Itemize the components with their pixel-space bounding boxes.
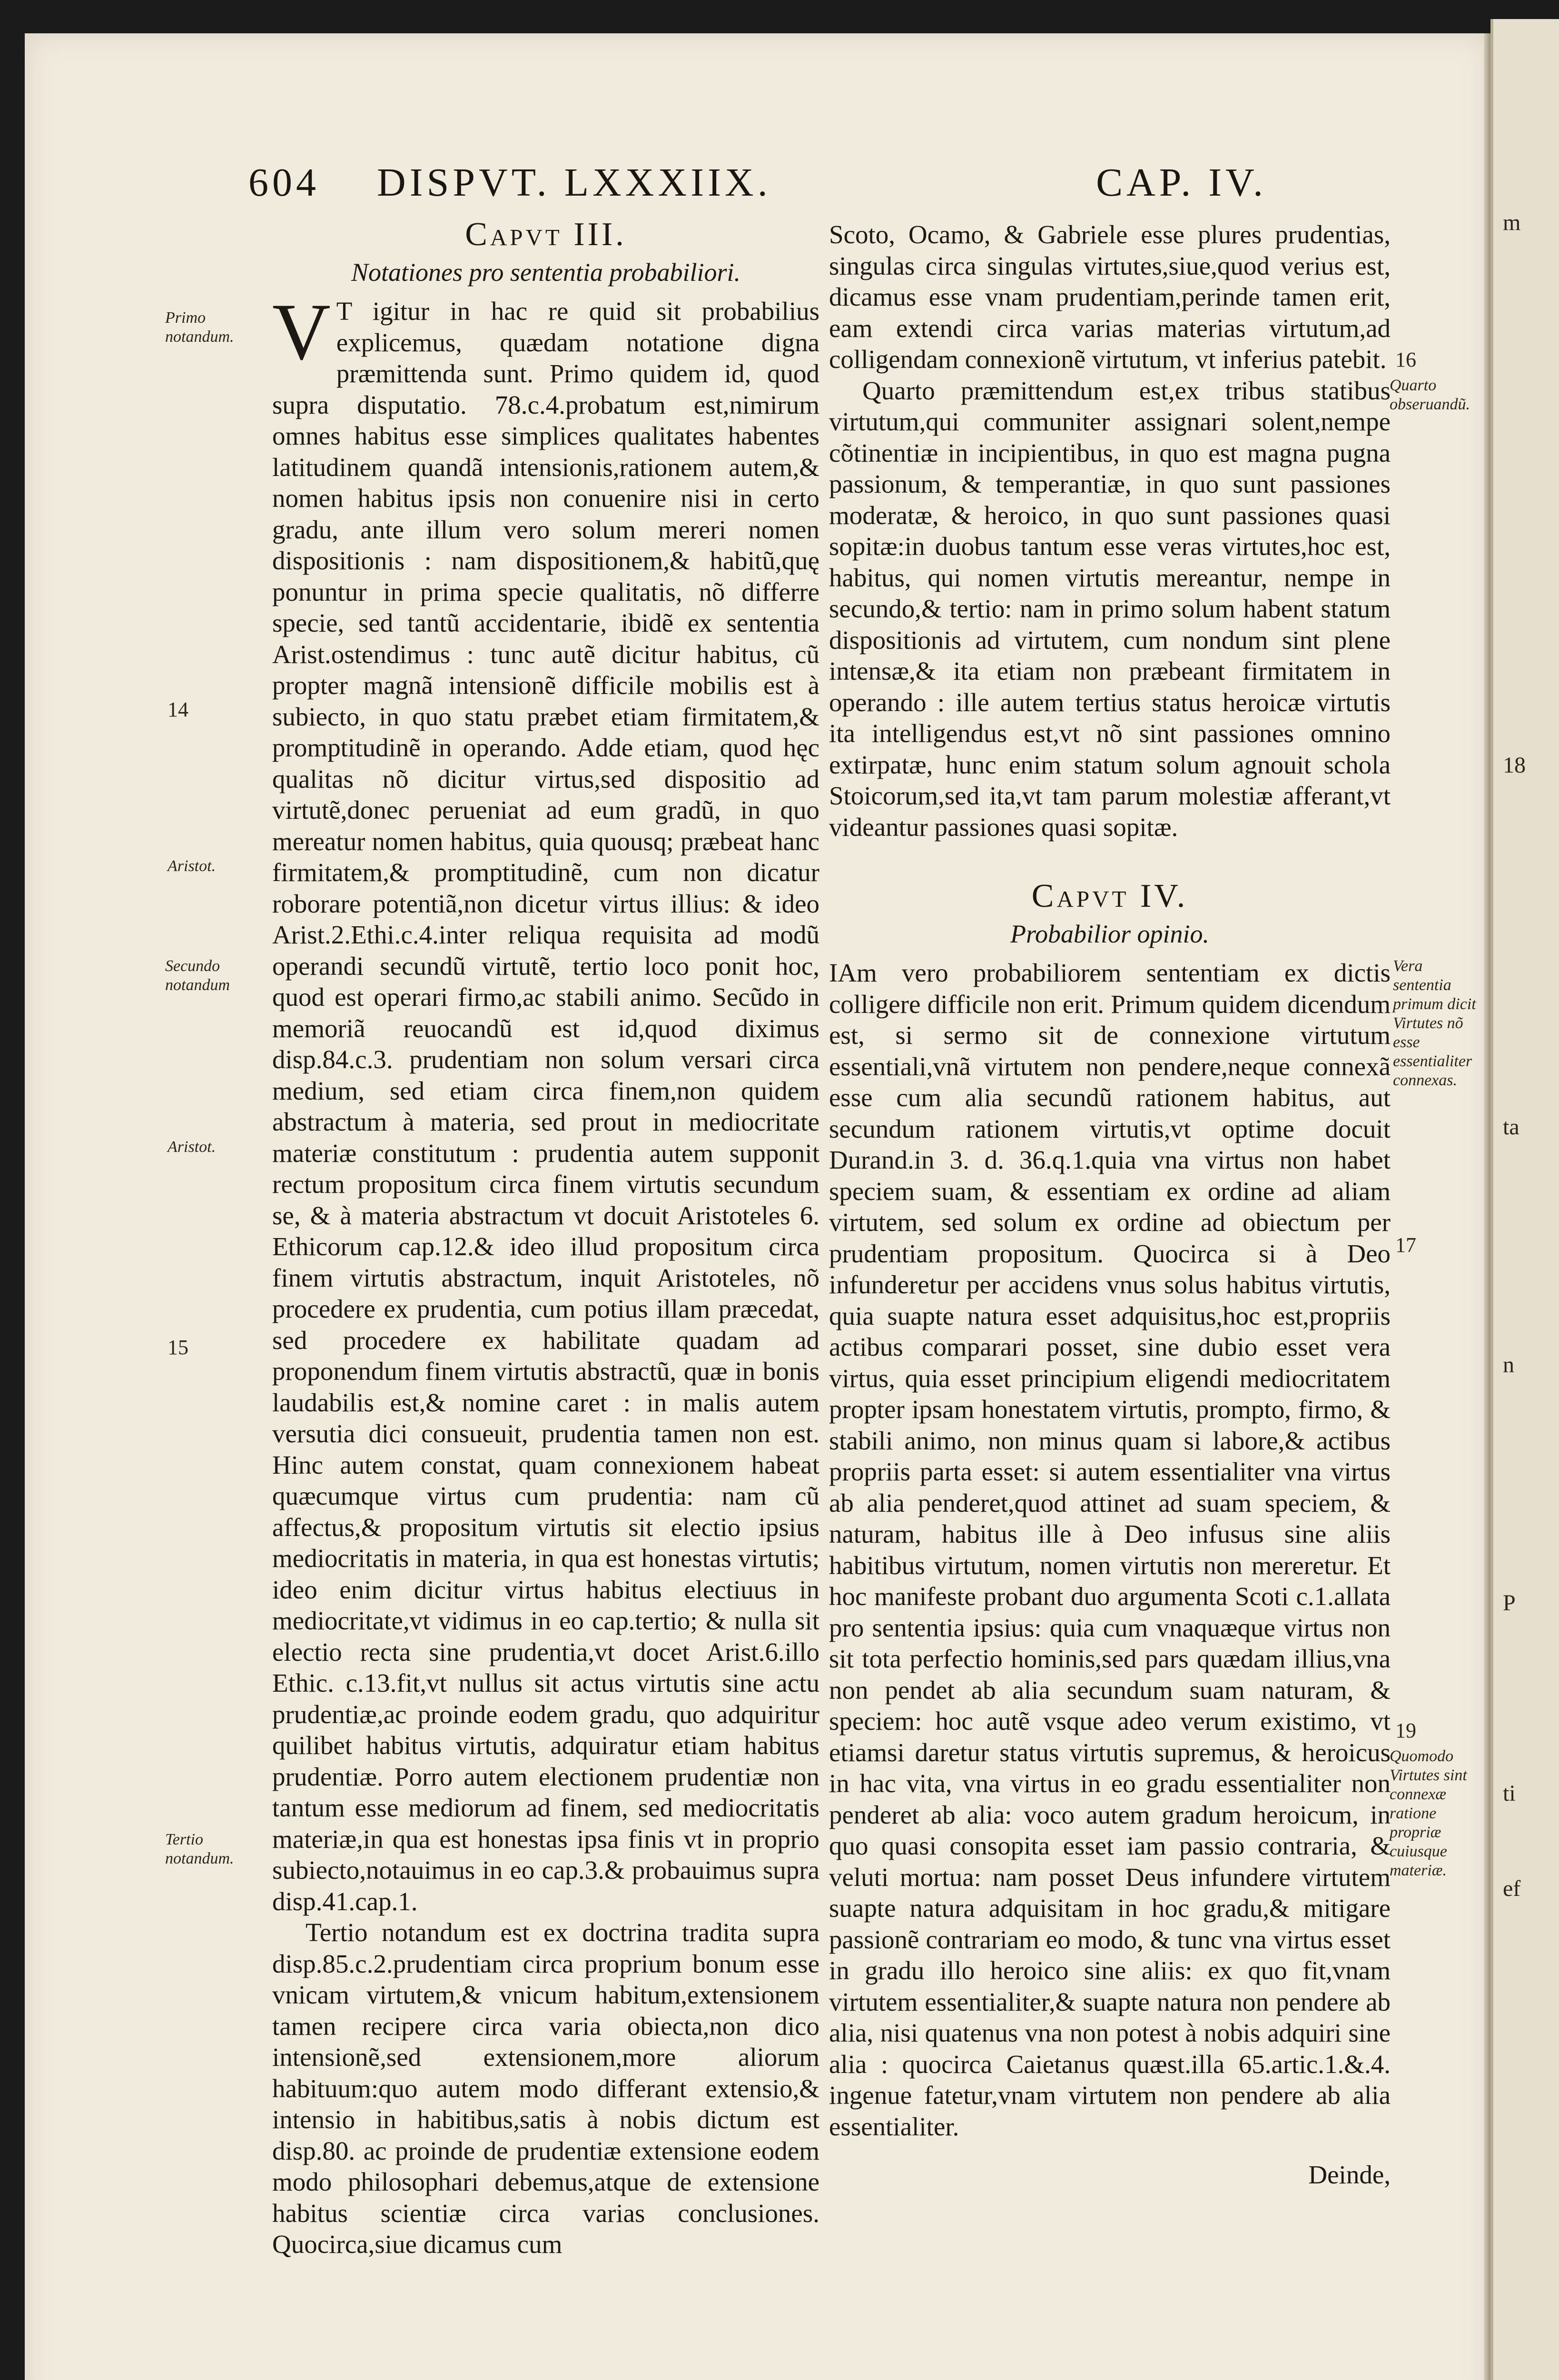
facing-page-text: m: [1503, 210, 1521, 235]
paragraph: [272, 287, 819, 1917]
chapter-subtitle: Probabilior opinio.: [1010, 919, 1210, 948]
margin-number-15: 15: [168, 1336, 188, 1359]
section-spacer: [829, 843, 1391, 881]
paragraph-text: T igitur in hac re quid sit probabilius explicemus, quædam notatione digna præmittenda sunt. Primo quidem id, quod supra disputatio. 78.c.4.probatum est,nimirum omnes habitus esse simplices qualitates habentes latitudinem quandã intensionis,rationem autem,& nomen habitus ipsis non conuenire nisi in certo gradu, ante illum vero solum mereri nomen dispositionis : nam dispositionem,& habitũ,quę ponuntur in prima specie qualitatis, nõ differre specie, sed tantũ accidentarie, ibidẽ ex sententia Arist.ostendimus : tunc autẽ dicitur habitus, cũ propter magnã intensionẽ difficile mobilis est à subiecto, in quo statu præbet etiam firmitatem,& promptitudinẽ in operando. Adde etiam, quod hęc qualitas nõ dicitur virtus,sed dispositio ad virtutẽ,donec perueniat ad eum gradũ, in quo mereatur nomen habitus, quia quousq; præbeat hanc firmitatem,& promptitudinẽ, cum non dicatur roborare potentiã,non dicetur virtus illius: & ideo Arist.2.Ethi.c.4.inter reliqua requisita ad modũ operandi secundũ virtutẽ, tertio loco ponit hoc, quod est operari firmo,ac stabili animo. Secũdo in memoriã reuocandũ est id,quod diximus disp.84.c.3. prudentiam non solum versari circa medium, sed etiam circa finem,non quidem abstractum à materia, sed prout in mediocritate materiæ constitutum : prudentia autem supponit rectum propositum circa finem virtutis secundum se, & à materia abstractum vt docuit Aristoteles 6. Ethicorum cap.12.& ideo illud propositum circa finem virtutis abstractum, inquit Aristoteles, nõ procedere ex prudentia, cum potius illam præcedat, sed procedere ex habilitate quadam ad proponendum finem virtutis abstractũ, quæ in bonis laudabilis est,& nomine caret : in malis autem versutia dici consueuit, prudentia tamen non est. Hinc autem constat, quam connexionem habeat quæcumque virtus cum prudentia: nam cũ affectus,& propositum virtutis sit electio ipsius mediocritatis in materia, in qua est honestas virtutis; ideo enim dicitur virtus habitus electiuus in mediocritate,vt vidimus in eo cap.tertio; & nulla sit electio recta sine prudentia,vt docet Arist.6.illo Ethic. c.13.fit,vt nullus sit actus virtutis sine actu prudentiæ,ac proinde eodem gradu, quo adquiritur quilibet habitus virtutis, adquiratur etiam habitus prudentiæ. Porro autem electionem prudentiæ non tantum esse mediorum ad finem, sed mediocritatis materiæ,in qua est honestas ipsa finis vt in proprio subiecto,notauimus in eo cap.3.& probauimus supra disp.41.cap.1.: [272, 297, 819, 1916]
margin-note-tertio: Tertio notandum.: [165, 1831, 234, 1867]
paragraph: IAm vero probabiliorem sententiam ex dictis colligere difficile non erit. Primum quidem dicendum est, si sermo sit de connexione virtutum essentiali,vnã virtutem non pendere,neque connexã esse cum alia secundũ rationem habitus, aut secundum rationem virtutis,vt optime docuit Durand.in 3. d. 36.q.1.quia vna virtus non habet speciem suam, & essentiam ex ordine ad aliam virtutem, sed solum ex ordine ad obiectum per prudentiam propositum. Quocirca si à Deo infunderetur per accidens vnus solus habitus virtutis, quia suapte natura esset adquisitus,hoc est,propriis actibus comparari posset, sine dubio esset vera virtus, quia esset principium eligendi mediocritatem propter ipsam honestatem virtutis, prompto, firmo, & stabili animo, non minus quam si labore,& actibus propriis parta esset: si autem essentialiter vna virtus ab alia penderet,quod attinet ad suam speciem, & naturam, habitus ille à Deo infusus sine aliis habitibus virtutum, nomen virtutis non mereretur. Et hoc manifeste probant duo argumenta Scoti c.1.allata pro sententia ipsius: quia cum vnaquæque virtus non sit tota perfectio hominis,sed pars quædam illius,vna non pendet ab alia secundum suam naturam, & speciem: hoc autẽ vsque adeo verum existimo, vt etiamsi daretur status virtutis supremus, & heroicus in hac vita, vna virtus in eo gradu essentialiter non penderet ab alia: voco autem gradum heroicum, in quo quasi consopita esset iam passio contraria, & veluti mortua: nam posset Deus infundere virtutem suapte natura adquisitam in hoc gradu,& mitigare passionẽ contrariam eo modo, & tunc vna virtus esset in gradu illo heroico sine aliis: ex quo fit,vnam virtutem essentialiter,& suapte natura non pendere ab alia, nisi quatenus vna non potest à nobis adquiri sine alia : quocirca Caietanus quæst.illa 65.artic.1.&.4. ingenue fatetur,vnam virtutem non pendere ab alia essentialiter.: [829, 958, 1391, 2141]
margin-note-primo: Primo notandum.: [165, 309, 234, 346]
chapter-title: Capvt III.: [465, 216, 627, 253]
paragraph: Tertio notandum est ex doctrina tradita supra disp.85.c.2.prudentiam circa proprium bonum esse vnicam virtutem,& vnicum habitum,extensionem tamen recipere circa varia obiecta,non dico intensionẽ,sed extensionem,more aliorum habituum:quo autem modo differant extensio,& intensio in habitibus,satis à nobis dictum est disp.80. ac proinde de prudentiæ extensione eodem modo philosophari debemus,atque de extensione habitus scientiæ circa varias conclusiones. Quocirca,siue dicamus cum: [272, 1918, 819, 2259]
facing-page-text: ti: [1503, 1781, 1516, 1806]
right-text-column: [829, 219, 1391, 2191]
chapter-title: Capvt IV.: [1031, 878, 1188, 914]
book-page: [25, 33, 1490, 2380]
facing-page-text: P: [1503, 1590, 1516, 1616]
folio-number: 604: [248, 160, 320, 205]
paragraph: Quarto præmittendum est,ex tribus statibus virtutum,qui communiter assignari solent,nempe cõtinentiæ in incipientibus, in quo est magna pugna passionum, & temperantiæ, in quo sunt passiones moderatæ, & heroico, in quo sunt passiones quasi sopitæ:in duobus tantum esse veras virtutes,hoc est, habitus, qui nomen virtutis mereantur, nempe in secundo,& tertio: nam in primo solum habent statum dispositionis ad virtutem, cum nondum sint plene intensæ,& ita etiam non præbeant firmitatem in operando : ille autem tertius status heroicæ virtutis ita intelligendus est,vt nõ sint passiones omnino extirpatæ, hunc enim statum solum agnouit schola Stoicorum,sed ita,vt tam parum molestiæ afferant,vt videantur passiones quasi sopitæ.: [829, 376, 1391, 842]
facing-page-text: ta: [1503, 1114, 1520, 1140]
margin-note-aristot: Aristot.: [168, 857, 216, 875]
page-edge: [1484, 33, 1490, 2380]
margin-number-17: 17: [1395, 1233, 1416, 1257]
margin-number-16: 16: [1395, 348, 1416, 371]
margin-number-14: 14: [168, 698, 188, 721]
catchword: Deinde,: [1308, 2160, 1391, 2189]
margin-note-quomodo: Quomodo Virtutes sint connexæ ratione propriæ cuiusque materiæ.: [1390, 1747, 1467, 1879]
drop-capital: V: [272, 287, 331, 377]
left-text-column: [272, 216, 819, 2260]
facing-page-text: ef: [1503, 1876, 1521, 1901]
chapter-subtitle: Notationes pro sententia probabiliori.: [351, 258, 740, 287]
facing-page-edge: [1490, 19, 1559, 2380]
margin-note-aristot: Aristot.: [168, 1138, 216, 1156]
caput-heading: CAP. IV.: [1096, 160, 1267, 205]
running-header: [248, 159, 1267, 217]
margin-note-secundo: Secundo notandum: [165, 957, 230, 994]
disputatio-heading: DISPVT. LXXXIIX.: [377, 160, 771, 205]
paragraph: Scoto, Ocamo, & Gabriele esse plures prudentias, singulas circa singulas virtutes,siue,quod verius est, dicamus esse vnam prudentiam,perinde tamen erit, eam extendi circa varias materias virtutum,ad colligendam connexionẽ virtutum, vt inferius patebit.: [829, 220, 1391, 374]
margin-number-19: 19: [1395, 1719, 1416, 1742]
facing-page-text: n: [1503, 1352, 1514, 1378]
facing-page-number: 18: [1503, 753, 1526, 778]
margin-note-quarto: Quarto obseruandũ.: [1390, 377, 1470, 413]
margin-note-vera: Vera sententia primum dicit Virtutes nõ esse essentialiter connexas.: [1393, 957, 1476, 1089]
